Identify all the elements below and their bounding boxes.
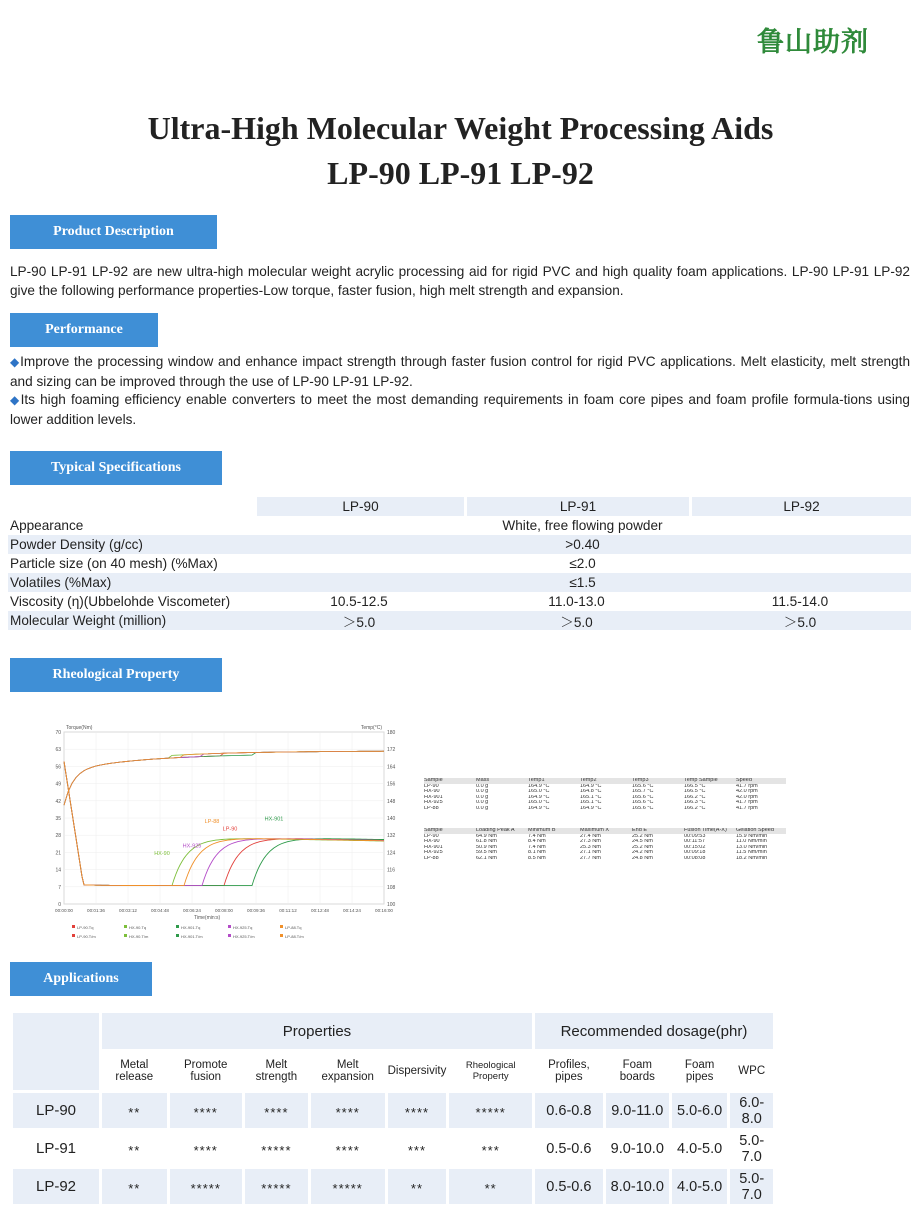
dosage-cell: 5.0-7.0 [730,1131,773,1166]
rating-cell: *** [388,1131,447,1166]
mini-cell: HX-90 [424,839,440,845]
mini-cell: 11.5 Nm/min [736,850,767,856]
spec-header-row [8,497,911,516]
performance-text-2: Its high foaming efficiency enable converters to meet the most demanding requirements in foam core pipes and foam profile formula-tions using lower addition levels. [10,392,910,427]
mini-cell: 165.7 °C [632,789,654,795]
subheader-cell: Foam boards [606,1052,669,1090]
rheology-results-table [424,828,786,862]
mini-cell: Loading Peak A [476,828,515,833]
y-tick-label: 49 [55,781,61,788]
dosage-cell: 0.5-0.6 [535,1131,603,1166]
section-header-specs: Typical Specifications [10,451,222,485]
mini-cell: HX-90 [424,789,440,795]
product-name: LP-90 [13,1093,99,1128]
mini-cell: Minimum B [528,828,556,833]
spec-value: White, free flowing powder [502,518,663,533]
mini-cell: 00:09:53 [684,833,706,839]
performance-point-1 [10,352,910,391]
annotation-label: LP-88 [204,818,220,825]
y-tick-label: 63 [55,747,61,754]
legend-swatch [228,925,231,928]
y-tick-label: 21 [55,850,61,857]
spec-value: 10.5-12.5 [330,594,388,609]
y-tick-label: 0 [58,902,61,908]
dosage-cell: 0.5-0.6 [535,1169,603,1204]
group-header-dosage: Recommended dosage(phr) [535,1013,773,1049]
y2-tick-label: 172 [387,747,396,754]
mini-cell: 166.5 °C [684,783,706,789]
subheader-cell: Metal release [102,1052,167,1090]
mini-cell: Temp1 [528,778,545,783]
mini-cell: 27.4 Nm [580,833,601,839]
mini-cell: 41.7 rpm [736,800,758,806]
mini-cell: 15.9 Nm/min [736,833,768,839]
mini-cell: 166.2 °C [684,805,706,811]
x-tick-label: 00:06:24 [183,908,201,913]
y2-tick-label: 148 [387,798,396,805]
mini-cell: 27.7 Nm [580,855,601,861]
dosage-cell: 4.0-5.0 [672,1169,728,1204]
mini-cell: Speed [736,778,752,783]
mini-row [424,806,786,812]
mini-cell: 18.2 Nm/min [736,855,768,861]
mini-cell: 166.2 °C [684,794,706,800]
mini-cell: 165.0 °C [528,789,550,795]
x-tick-label: 00:00:00 [55,908,73,913]
mini-cell: Temp Sample [684,778,718,783]
legend-label: HX-90.T/m [129,934,149,939]
mini-cell: LP-88 [424,855,439,861]
y2-axis-label: Temp(°C) [360,725,382,731]
spec-table [8,497,911,630]
table-row [13,1169,773,1204]
mini-cell: 165.0 °C [528,800,550,806]
mini-cell: 164.9 °C [528,805,550,811]
spec-label: Molecular Weight (million) [10,613,167,628]
spec-label: Particle size (on 40 mesh) (%Max) [10,556,218,571]
rating-cell: ***** [245,1169,308,1204]
y-tick-label: 7 [58,884,61,891]
mini-cell: 8.4 Nm [528,839,546,845]
mini-cell: 50.9 Nm [476,844,497,850]
x-tick-label: 00:16:00 [375,908,393,913]
legend-label: HX-925.T/m [233,934,255,939]
subheader-cell: Rheological Property [449,1052,532,1090]
legend-label: HX-90.Tq [129,925,147,930]
spec-value: 11.5-14.0 [771,594,829,609]
table-row [13,1093,773,1128]
rating-cell: ** [102,1131,167,1166]
y-tick-label: 42 [55,798,61,805]
mini-cell: 166.5 °C [684,789,706,795]
x-tick-label: 00:14:24 [343,908,361,913]
dosage-cell: 9.0-11.0 [606,1093,669,1128]
legend-swatch [124,925,127,928]
section-header-rheology: Rheological Property [10,658,222,692]
mini-cell: HX-925 [424,800,443,806]
mini-cell: 164.9 °C [580,805,602,811]
x-tick-label: 00:01:36 [87,908,105,913]
mini-cell: 27.3 Nm [580,839,601,845]
rating-cell: *** [449,1131,532,1166]
dosage-cell: 6.0-8.0 [730,1093,773,1128]
mini-cell: HX-901 [424,844,443,850]
legend-swatch [176,925,179,928]
mini-cell: 00:15:02 [684,844,706,850]
mini-cell: HX-901 [424,794,443,800]
spec-row-viscosity [8,592,911,611]
y2-tick-label: 140 [387,816,396,822]
mini-cell: 0.0 g [476,789,489,795]
spec-row-density [8,535,911,554]
mini-cell: 42.0 rpm [736,789,758,795]
mini-cell: 0.0 g [476,783,489,789]
mini-cell: 24.8 Nm [632,855,653,861]
rating-cell: ***** [449,1093,532,1128]
mini-cell: 8.1 Nm [528,850,546,856]
rating-cell: ***** [311,1169,385,1204]
mini-cell: 11.0 Nm/min [736,839,767,845]
mini-cell: 164.9 °C [528,783,550,789]
subheader-cell: Melt strength [245,1052,308,1090]
legend-swatch [176,934,179,937]
mini-row [424,856,786,862]
subheader-cell: Profiles, pipes [535,1052,603,1090]
mini-cell: HX-925 [424,850,443,856]
mini-cell: 00:08:08 [684,855,706,861]
rating-cell: ** [388,1169,447,1204]
y2-tick-label: 132 [387,833,396,840]
mini-cell: 164.8 °C [580,789,602,795]
mini-cell: Mass [476,778,490,783]
mini-cell: 42.0 rpm [736,794,758,800]
dosage-cell: 4.0-5.0 [672,1131,728,1166]
description-text: LP-90 LP-91 LP-92 are new ultra-high molecular weight acrylic processing aid for rigid PVC and high quality foam applications. LP-90 LP-91 LP-92 give the following performance properties-Low torque, faster fusion, high melt strength and expansion. [10,264,910,298]
spec-row-appearance [8,516,911,535]
legend-label: HX-901.T/m [181,934,203,939]
rating-cell: ***** [170,1169,242,1204]
y2-tick-label: 100 [387,902,396,908]
legend-swatch [124,934,127,937]
dosage-cell: 5.0-7.0 [730,1169,773,1204]
mini-cell: 165.1 °C [580,800,602,806]
rating-cell: **** [245,1093,308,1128]
section-header-performance: Performance [10,313,158,347]
legend-label: LP-88.Tq [285,925,302,930]
dosage-cell: 8.0-10.0 [606,1169,669,1204]
spec-label: Viscosity (η)(Ubbelohde Viscometer) [10,594,231,609]
spec-value: ＞5.0 [342,614,376,630]
annotation-label: HX-901 [264,816,284,823]
mini-cell: 27.1 Nm [580,850,601,856]
mini-cell: 0.0 g [476,800,489,806]
mini-cell: 25.2 Nm [632,833,653,839]
dosage-cell: 9.0-10.0 [606,1131,669,1166]
spec-row-particle [8,554,911,573]
y2-tick-label: 124 [387,850,396,857]
x-tick-label: 00:09:36 [247,908,265,913]
rating-cell: **** [388,1093,447,1128]
group-header-properties: Properties [102,1013,532,1049]
mini-cell: Temp3 [632,778,649,783]
bullet-icon: ◆ [10,393,21,407]
mini-cell: 165.6 °C [632,783,654,789]
rating-cell: **** [311,1131,385,1166]
annotation-label: LP-90 [222,826,238,833]
mini-cell: 41.7 rpm [736,783,758,789]
mini-cell: End E [632,828,647,833]
mini-cell: 25.2 Nm [632,844,653,850]
legend-swatch [72,934,75,937]
rating-cell: ***** [245,1131,308,1166]
spec-col-lp90: LP-90 [257,497,464,516]
legend-label: HX-925.Tq [233,925,253,930]
y2-tick-label: 164 [387,764,396,771]
spec-value: 11.0-13.0 [548,594,605,609]
y-tick-label: 14 [55,867,61,874]
dosage-cell: 5.0-6.0 [672,1093,728,1128]
mini-cell: 00:11:57 [684,839,706,845]
subheader-cell: Foam pipes [672,1052,728,1090]
mini-cell: 13.0 Nm/min [736,844,768,850]
legend-label: LP-90.T/m [77,934,96,939]
legend-label: HX-901.Tq [181,925,201,930]
legend-label: LP-88.T/m [285,934,304,939]
y-tick-label: 28 [55,833,61,840]
mini-cell: Sample [424,828,443,833]
dosage-cell: 0.6-0.8 [535,1093,603,1128]
subheader-cell: WPC [730,1052,773,1090]
applications-table [10,1010,776,1207]
y2-tick-label: 156 [387,781,396,788]
mini-cell: 64.9 Nm [476,833,497,839]
performance-point-2 [10,390,910,429]
y2-tick-label: 108 [387,884,396,891]
rating-cell: ** [449,1169,532,1204]
mini-cell: LP-90 [424,833,439,839]
mini-cell: 25.3 Nm [580,844,601,850]
rating-cell: **** [311,1093,385,1128]
x-tick-label: 00:08:00 [215,908,233,913]
mini-cell: Temp2 [580,778,597,783]
mini-cell: 164.9 °C [580,783,602,789]
x-tick-label: 00:03:12 [119,908,137,913]
spec-value: ＞5.0 [783,614,817,630]
table-corner [13,1013,99,1090]
mini-cell: 7.4 Nm [528,833,546,839]
y-axis-label: Torque(Nm) [66,725,93,731]
spec-value: ≤1.5 [569,575,596,590]
mini-cell: LP-88 [424,805,439,811]
table-row [13,1131,773,1166]
mini-cell: 8.5 Nm [528,855,546,861]
mini-cell: 165.1 °C [580,794,602,800]
rheology-conditions-table [424,778,786,812]
spec-row-mw [8,611,911,630]
performance-text-1: Improve the processing window and enhance impact strength through faster fusion control for rigid PVC applications. Melt elasticity, melt strength and sizing can be improved through the use of LP-90 LP-91 LP-92. [10,354,911,389]
mini-cell: LP-90 [424,783,439,789]
mini-cell: 00:09:18 [684,850,706,856]
subheader-cell: Promote fusion [170,1052,242,1090]
mini-cell: 7.4 Nm [528,844,546,850]
spec-value: ≤2.0 [569,556,596,571]
mini-cell: 164.9 °C [528,794,550,800]
y-tick-label: 70 [55,730,61,736]
brand-logo: 鲁山助剂 [757,27,869,58]
subheader-cell: Melt expansion [311,1052,385,1090]
mini-cell: Fusion Time(A-X) [684,828,727,833]
legend-swatch [280,934,283,937]
x-axis-label: Time(min:s) [194,915,221,921]
subheader-cell: Dispersivity [388,1052,447,1090]
x-tick-label: 00:11:12 [279,908,297,913]
product-name: LP-92 [13,1169,99,1204]
mini-cell: 61.8 Nm [476,839,497,845]
legend-label: LP-90.Tq [77,925,94,930]
rheology-chart [40,720,410,950]
y2-tick-label: 180 [387,730,396,736]
y-tick-label: 35 [55,816,61,822]
mini-cell: 41.7 rpm [736,805,758,811]
y2-tick-label: 116 [387,867,395,874]
mini-cell: 0.0 g [476,805,489,811]
legend-swatch [280,925,283,928]
annotation-label: HX-925 [182,843,202,850]
spec-col-lp91: LP-91 [467,497,689,516]
spec-label: Powder Density (g/cc) [10,537,143,552]
spec-value: >0.40 [565,537,600,552]
mini-cell: 24.2 Nm [632,850,653,856]
rating-cell: ** [102,1093,167,1128]
product-name: LP-91 [13,1131,99,1166]
mini-cell: Gelation Speed [736,828,774,833]
spec-label: Volatiles (%Max) [10,575,112,590]
rating-cell: **** [170,1093,242,1128]
mini-cell: Sample [424,778,443,783]
annotation-label: HX-90 [154,850,170,857]
section-header-description: Product Description [10,215,217,249]
spec-col-lp92: LP-92 [692,497,911,516]
section-header-applications: Applications [10,962,152,996]
rating-cell: **** [170,1131,242,1166]
mini-cell: 165.6 °C [632,800,654,806]
legend-swatch [228,934,231,937]
mini-cell: 59.5 Nm [476,850,497,856]
mini-cell: 165.6 °C [632,805,654,811]
bullet-icon: ◆ [10,355,21,369]
spec-row-volatiles [8,573,911,592]
mini-cell: Maximum X [580,828,610,833]
x-tick-label: 00:04:48 [151,908,169,913]
y-tick-label: 56 [55,764,61,771]
page-title: Ultra-High Molecular Weight Processing Aids [147,110,774,146]
mini-cell: 165.6 °C [632,794,654,800]
mini-cell: 62.1 Nm [476,855,497,861]
spec-value: ＞5.0 [560,614,593,630]
spec-label: Appearance [10,518,84,533]
rating-cell: ** [102,1169,167,1204]
x-tick-label: 00:12:48 [311,908,329,913]
mini-cell: 0.0 g [476,794,489,800]
mini-cell: 24.5 Nm [632,839,653,845]
page-subtitle: LP-90 LP-91 LP-92 [327,155,594,191]
mini-cell: 166.3 °C [684,800,706,806]
legend-swatch [72,925,75,928]
